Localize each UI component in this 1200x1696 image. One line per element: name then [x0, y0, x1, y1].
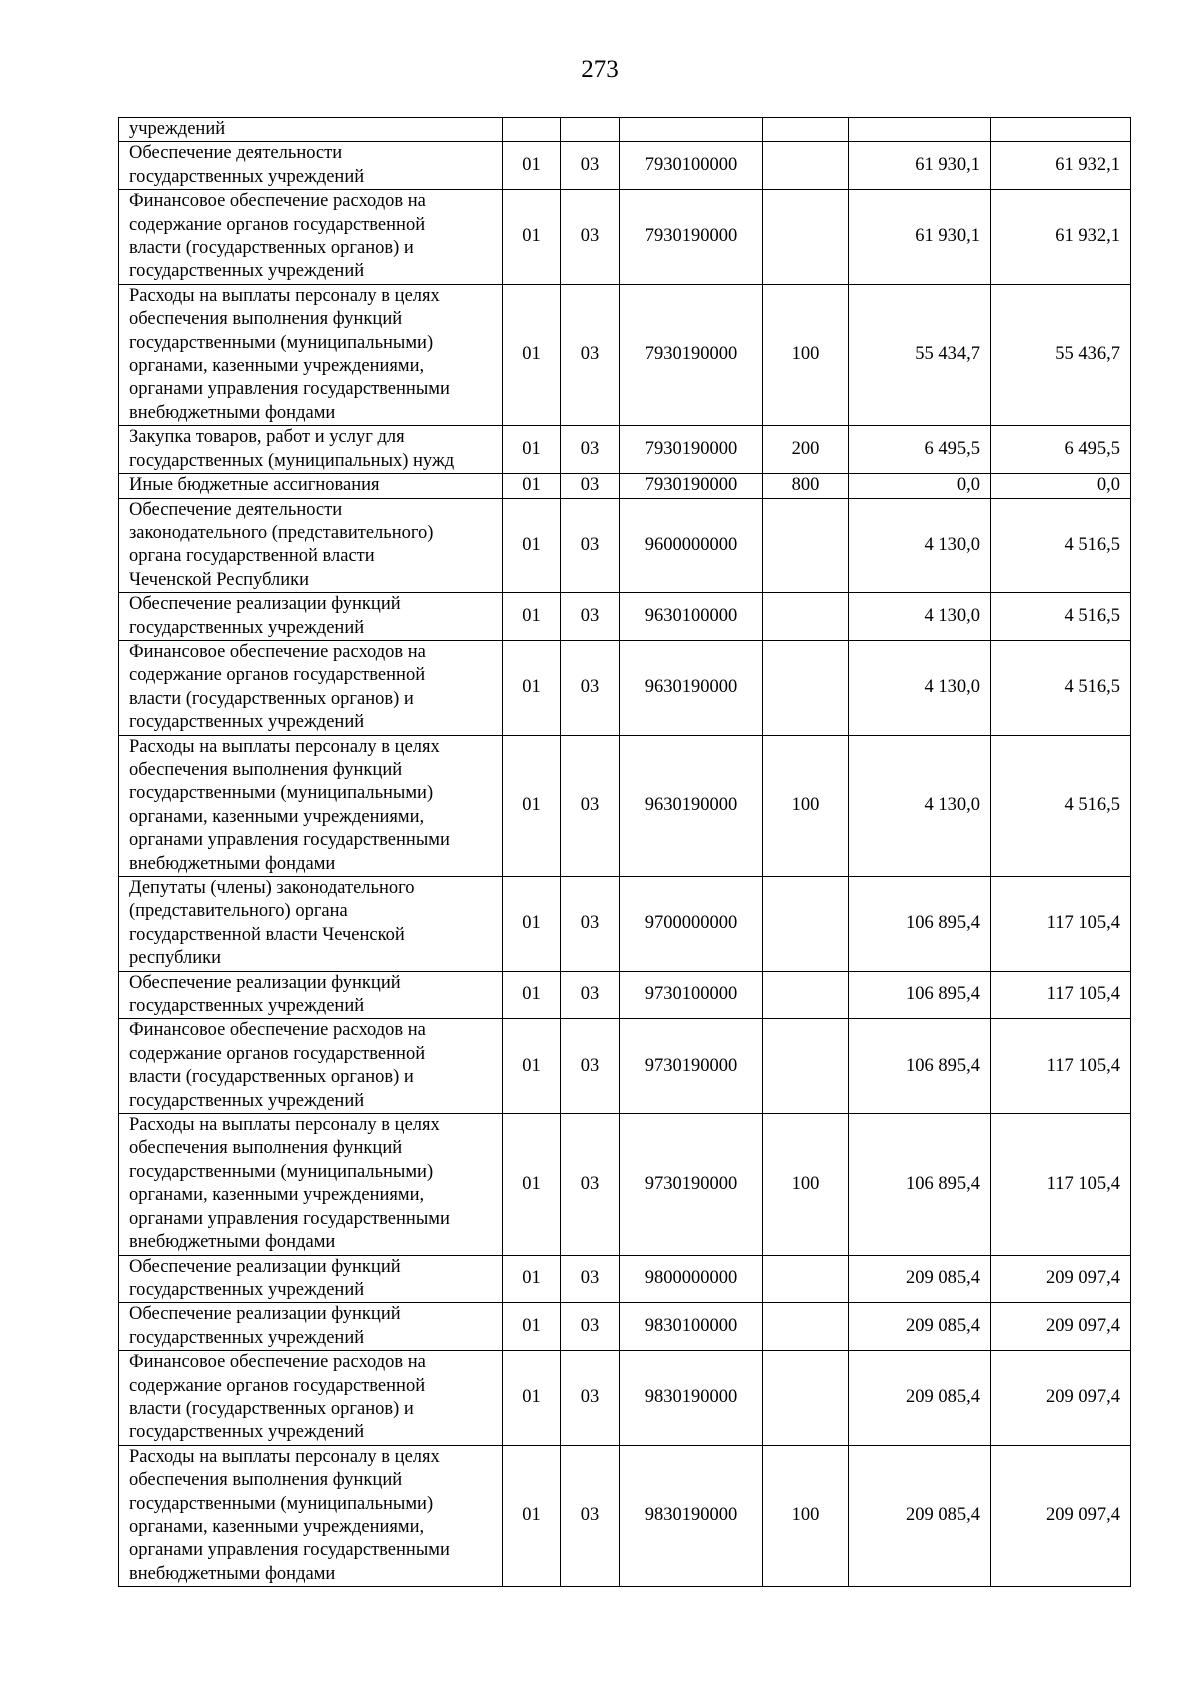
expense-type-code-cell: 200	[763, 426, 849, 474]
subsection-code-cell: 03	[561, 1351, 620, 1446]
section-code-cell: 01	[503, 498, 561, 593]
expense-type-code-cell	[763, 1351, 849, 1446]
target-item-code-cell: 9830190000	[620, 1351, 763, 1446]
expense-type-code-cell	[763, 971, 849, 1019]
amount-year-1-cell	[849, 118, 991, 142]
target-item-code-cell: 9730100000	[620, 971, 763, 1019]
expense-name-cell: Расходы на выплаты персоналу в целях обеспечения выполнения функций государственными (муниципальными) органами, казенными учреждениями, органами управления государственными внебюджетными фондами	[119, 735, 503, 876]
target-item-code-cell: 9630190000	[620, 735, 763, 876]
table-row	[119, 284, 1131, 425]
target-item-code-cell: 9600000000	[620, 498, 763, 593]
amount-year-2-cell: 61 932,1	[991, 190, 1131, 285]
amount-year-1-cell: 55 434,7	[849, 284, 991, 425]
amount-year-1-cell: 209 085,4	[849, 1445, 991, 1586]
table-row	[119, 142, 1131, 190]
amount-year-2-cell: 55 436,7	[991, 284, 1131, 425]
amount-year-1-cell: 4 130,0	[849, 735, 991, 876]
section-code-cell: 01	[503, 735, 561, 876]
target-item-code-cell: 7930190000	[620, 284, 763, 425]
amount-year-1-cell: 209 085,4	[849, 1351, 991, 1446]
section-code-cell: 01	[503, 142, 561, 190]
section-code-cell: 01	[503, 190, 561, 285]
section-code-cell: 01	[503, 971, 561, 1019]
amount-year-1-cell: 4 130,0	[849, 593, 991, 641]
expense-name-cell: Обеспечение реализации функций государственных учреждений	[119, 1303, 503, 1351]
subsection-code-cell: 03	[561, 1114, 620, 1255]
expense-name-cell: Иные бюджетные ассигнования	[119, 474, 503, 498]
table-row	[119, 474, 1131, 498]
subsection-code-cell: 03	[561, 1255, 620, 1303]
amount-year-1-cell: 106 895,4	[849, 877, 991, 972]
section-code-cell: 01	[503, 640, 561, 735]
expense-name-cell: Финансовое обеспечение расходов на содержание органов государственной власти (государственных органов) и государственных учреждений	[119, 1351, 503, 1446]
amount-year-2-cell: 209 097,4	[991, 1303, 1131, 1351]
table-row	[119, 640, 1131, 735]
amount-year-2-cell: 209 097,4	[991, 1445, 1131, 1586]
target-item-code-cell: 9700000000	[620, 877, 763, 972]
amount-year-2-cell: 4 516,5	[991, 640, 1131, 735]
expense-name-cell: Расходы на выплаты персоналу в целях обеспечения выполнения функций государственными (муниципальными) органами, казенными учреждениями, органами управления государственными внебюджетными фондами	[119, 1445, 503, 1586]
table-body	[119, 118, 1131, 1587]
expense-type-code-cell	[763, 1255, 849, 1303]
amount-year-1-cell: 61 930,1	[849, 190, 991, 285]
amount-year-2-cell: 4 516,5	[991, 735, 1131, 876]
subsection-code-cell: 03	[561, 498, 620, 593]
expense-type-code-cell	[763, 1303, 849, 1351]
expense-type-code-cell: 100	[763, 1445, 849, 1586]
subsection-code-cell: 03	[561, 1303, 620, 1351]
expense-type-code-cell	[763, 593, 849, 641]
section-code-cell: 01	[503, 593, 561, 641]
amount-year-1-cell: 0,0	[849, 474, 991, 498]
table-row	[119, 593, 1131, 641]
expense-name-cell: Финансовое обеспечение расходов на содержание органов государственной власти (государственных органов) и государственных учреждений	[119, 190, 503, 285]
subsection-code-cell: 03	[561, 1445, 620, 1586]
budget-table	[118, 117, 1131, 1587]
subsection-code-cell: 03	[561, 142, 620, 190]
amount-year-2-cell: 209 097,4	[991, 1351, 1131, 1446]
expense-type-code-cell: 100	[763, 735, 849, 876]
amount-year-1-cell: 106 895,4	[849, 1114, 991, 1255]
amount-year-1-cell: 209 085,4	[849, 1255, 991, 1303]
expense-name-cell: Обеспечение деятельности законодательного (представительного) органа государственной власти Чеченской Республики	[119, 498, 503, 593]
amount-year-1-cell: 209 085,4	[849, 1303, 991, 1351]
subsection-code-cell: 03	[561, 284, 620, 425]
section-code-cell: 01	[503, 1303, 561, 1351]
table-row	[119, 971, 1131, 1019]
table-row	[119, 1114, 1131, 1255]
target-item-code-cell: 7930100000	[620, 142, 763, 190]
expense-name-cell: Расходы на выплаты персоналу в целях обеспечения выполнения функций государственными (муниципальными) органами, казенными учреждениями, органами управления государственными внебюджетными фондами	[119, 284, 503, 425]
expense-type-code-cell: 100	[763, 1114, 849, 1255]
target-item-code-cell	[620, 118, 763, 142]
amount-year-2-cell: 4 516,5	[991, 593, 1131, 641]
page-number: 273	[581, 56, 619, 83]
expense-type-code-cell	[763, 142, 849, 190]
expense-type-code-cell	[763, 640, 849, 735]
expense-type-code-cell: 800	[763, 474, 849, 498]
expense-name-cell: Закупка товаров, работ и услуг для государственных (муниципальных) нужд	[119, 426, 503, 474]
expense-name-cell: Обеспечение реализации функций государственных учреждений	[119, 971, 503, 1019]
amount-year-2-cell: 4 516,5	[991, 498, 1131, 593]
expense-name-cell: Обеспечение деятельности государственных учреждений	[119, 142, 503, 190]
subsection-code-cell: 03	[561, 971, 620, 1019]
expense-name-cell: Депутаты (члены) законодательного (представительного) органа государственной власти Чеченской республики	[119, 877, 503, 972]
subsection-code-cell: 03	[561, 640, 620, 735]
expense-name-cell: Обеспечение реализации функций государственных учреждений	[119, 593, 503, 641]
amount-year-1-cell: 106 895,4	[849, 1019, 991, 1114]
table-row	[119, 1351, 1131, 1446]
amount-year-2-cell	[991, 118, 1131, 142]
expense-name-cell: учреждений	[119, 118, 503, 142]
amount-year-1-cell: 4 130,0	[849, 498, 991, 593]
section-code-cell: 01	[503, 426, 561, 474]
amount-year-2-cell: 117 105,4	[991, 971, 1131, 1019]
amount-year-2-cell: 61 932,1	[991, 142, 1131, 190]
section-code-cell: 01	[503, 1114, 561, 1255]
expense-type-code-cell: 100	[763, 284, 849, 425]
subsection-code-cell: 03	[561, 593, 620, 641]
amount-year-1-cell: 6 495,5	[849, 426, 991, 474]
amount-year-2-cell: 117 105,4	[991, 877, 1131, 972]
amount-year-2-cell: 117 105,4	[991, 1019, 1131, 1114]
expense-type-code-cell	[763, 1019, 849, 1114]
expense-name-cell: Расходы на выплаты персоналу в целях обеспечения выполнения функций государственными (муниципальными) органами, казенными учреждениями, органами управления государственными внебюджетными фондами	[119, 1114, 503, 1255]
table-row	[119, 1303, 1131, 1351]
target-item-code-cell: 9730190000	[620, 1114, 763, 1255]
table-row	[119, 735, 1131, 876]
amount-year-2-cell: 117 105,4	[991, 1114, 1131, 1255]
amount-year-1-cell: 4 130,0	[849, 640, 991, 735]
section-code-cell: 01	[503, 1351, 561, 1446]
subsection-code-cell: 03	[561, 426, 620, 474]
expense-type-code-cell	[763, 498, 849, 593]
section-code-cell: 01	[503, 474, 561, 498]
subsection-code-cell: 03	[561, 877, 620, 972]
expense-type-code-cell	[763, 118, 849, 142]
expense-name-cell: Финансовое обеспечение расходов на содержание органов государственной власти (государственных органов) и государственных учреждений	[119, 640, 503, 735]
amount-year-2-cell: 6 495,5	[991, 426, 1131, 474]
subsection-code-cell: 03	[561, 735, 620, 876]
table-row	[119, 1445, 1131, 1586]
table-row	[119, 1019, 1131, 1114]
table-row	[119, 426, 1131, 474]
target-item-code-cell: 7930190000	[620, 190, 763, 285]
target-item-code-cell: 7930190000	[620, 426, 763, 474]
target-item-code-cell: 9830100000	[620, 1303, 763, 1351]
target-item-code-cell: 9630100000	[620, 593, 763, 641]
table-row	[119, 190, 1131, 285]
section-code-cell: 01	[503, 1019, 561, 1114]
target-item-code-cell: 9630190000	[620, 640, 763, 735]
section-code-cell: 01	[503, 1445, 561, 1586]
target-item-code-cell: 9800000000	[620, 1255, 763, 1303]
table-row	[119, 877, 1131, 972]
amount-year-1-cell: 106 895,4	[849, 971, 991, 1019]
expense-name-cell: Обеспечение реализации функций государственных учреждений	[119, 1255, 503, 1303]
target-item-code-cell: 9730190000	[620, 1019, 763, 1114]
section-code-cell: 01	[503, 284, 561, 425]
table-row	[119, 1255, 1131, 1303]
section-code-cell: 01	[503, 1255, 561, 1303]
table-row	[119, 498, 1131, 593]
amount-year-2-cell: 209 097,4	[991, 1255, 1131, 1303]
section-code-cell: 01	[503, 877, 561, 972]
target-item-code-cell: 7930190000	[620, 474, 763, 498]
table-row	[119, 118, 1131, 142]
amount-year-2-cell: 0,0	[991, 474, 1131, 498]
subsection-code-cell: 03	[561, 1019, 620, 1114]
subsection-code-cell	[561, 118, 620, 142]
section-code-cell	[503, 118, 561, 142]
target-item-code-cell: 9830190000	[620, 1445, 763, 1586]
expense-type-code-cell	[763, 190, 849, 285]
subsection-code-cell: 03	[561, 474, 620, 498]
subsection-code-cell: 03	[561, 190, 620, 285]
expense-type-code-cell	[763, 877, 849, 972]
amount-year-1-cell: 61 930,1	[849, 142, 991, 190]
expense-name-cell: Финансовое обеспечение расходов на содержание органов государственной власти (государственных органов) и государственных учреждений	[119, 1019, 503, 1114]
